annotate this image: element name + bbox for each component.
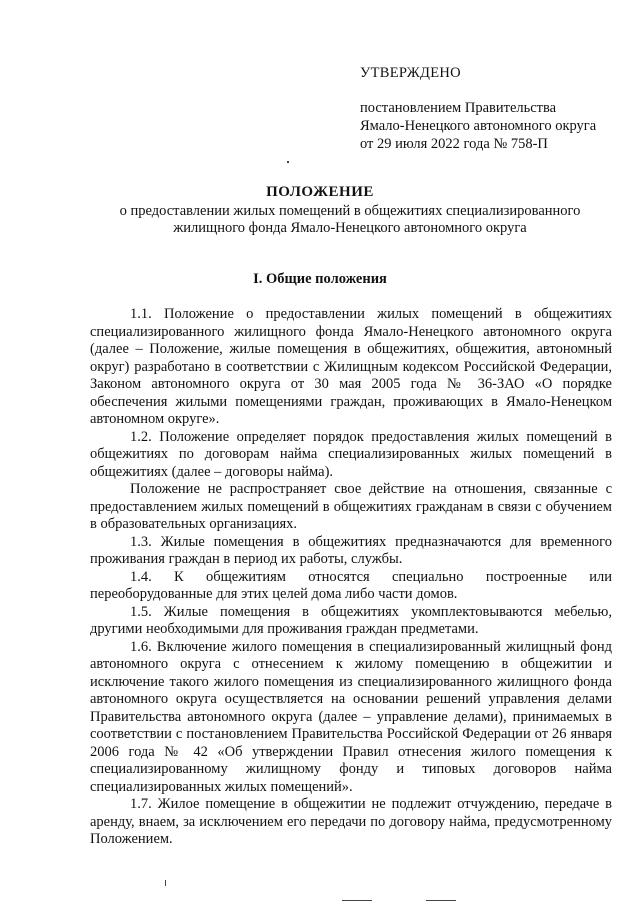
scan-speck [426,900,456,901]
document-body [90,306,612,849]
approval-line: от 29 июля 2022 года № 758-П [360,136,548,152]
scan-speck [165,880,166,886]
paragraph-1-2: 1.2. Положение определяет порядок предоставления жилых помещений в общежитиях по договорам найма специализированных жилых помещений в общежитиях (далее – договоры найма). [90,428,612,480]
approval-stamp: УТВЕРЖДЕНО [360,65,461,81]
paragraph-1-4: 1.4. К общежитиям относятся специально построенные или переоборудованные для этих целей дома либо части домов. [90,568,612,602]
paragraph-1-5: 1.5. Жилые помещения в общежитиях укомплектовываются мебелью, другими необходимыми для проживания граждан предметами. [90,603,612,637]
paragraph-1-7: 1.7. Жилое помещение в общежитии не подлежит отчуждению, передаче в аренду, внаем, за исключением его передачи по договору найма, предусмотренному Положением. [90,796,612,847]
approval-line: постановлением Правительства [360,100,557,116]
paragraph-1-6: 1.6. Включение жилого помещения в специализированный жилищный фонд автономного округа с отнесением к жилому помещению в общежитии и исключение такого жилого помещения из специализированного жилищного фонда автономного округа осуществляется на основании решений управления делами Правительства автономного округа (далее – управление делами), принимаемых в соответствии с постановлением Правительства Российской Федерации от 26 января 2006 года № 42 «Об утверждении Правил отнесения жилого помещения к специализированному жилищному фонду и типовых договоров найма специализированных жилых помещений». [90,638,612,795]
approval-block [360,64,596,153]
document-title: ПОЛОЖЕНИЕ [266,184,374,200]
document-subtitle [100,203,600,237]
approval-line: Ямало-Ненецкого автономного округа [360,118,597,134]
paragraph-1-3: 1.3. Жилые помещения в общежитиях предназначаются для временного проживания граждан в период их работы, службы. [90,533,612,567]
paragraph-1-1: 1.1. Положение о предоставлении жилых помещений в общежитиях специализированного жилищного фонда Ямало-Ненецкого автономного округа (далее – Положение, жилые помещения в общежитиях, общежития, автономный округ) разработано в соответствии с Жилищным кодексом Российской Федерации, Законом автономного округа от 30 мая 2005 года № 36-ЗАО «О порядке обеспечения жилыми помещениями граждан, проживающих в Ямало-Ненецком автономном округе». [90,306,612,427]
subtitle-line: о предоставлении жилых помещений в общежитиях специализированного [119,203,581,219]
subtitle-line: жилищного фонда Ямало-Ненецкого автономного округа [173,220,527,236]
paragraph-1-2-note: Положение не распространяет свое действие на отношения, связанные с предоставлением жилых помещений в общежитиях гражданам в связи с обучением в образовательных организациях. [90,481,612,532]
scan-speck [287,161,289,163]
section-heading: I. Общие положения [253,271,387,287]
scan-speck [342,900,372,901]
